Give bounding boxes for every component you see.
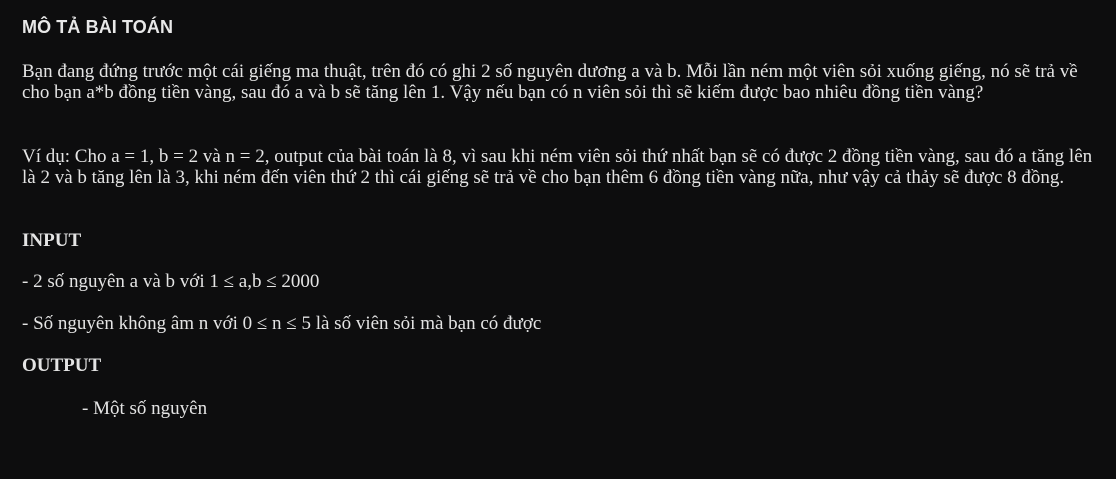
input-line-1: - 2 số nguyên a và b với 1 ≤ a,b ≤ 2000 (22, 271, 320, 292)
problem-description: Bạn đang đứng trước một cái giếng ma thuật, trên đó có ghi 2 số nguyên dương a và b. Mỗi lần ném một viên sỏi xuống giếng, nó sẽ trả về cho bạn a*b đồng tiền vàng, sau đó a và b sẽ tăng lên 1. Vậy nếu bạn có n viên sỏi thì sẽ kiếm được bao nhiêu đồng tiền vàng? (22, 61, 1078, 103)
output-heading: OUTPUT (22, 355, 102, 376)
input-line-2: - Số nguyên không âm n với 0 ≤ n ≤ 5 là số viên sỏi mà bạn có được (22, 313, 542, 334)
output-line-1: - Một số nguyên (82, 398, 208, 419)
input-heading: INPUT (22, 230, 82, 251)
section-title: MÔ TẢ BÀI TOÁN (22, 17, 174, 37)
problem-example: Ví dụ: Cho a = 1, b = 2 và n = 2, output của bài toán là 8, vì sau khi ném viên sỏi thứ nhất bạn sẽ có được 2 đồng tiền vàng, sau đó a tăng lên là 2 và b tăng lên là 3, khi ném đến viên thứ 2 thì cái giếng sẽ trả về cho bạn thêm 6 đồng tiền vàng nữa, như vậy cả thảy sẽ được 8 đồng. (22, 146, 1093, 188)
